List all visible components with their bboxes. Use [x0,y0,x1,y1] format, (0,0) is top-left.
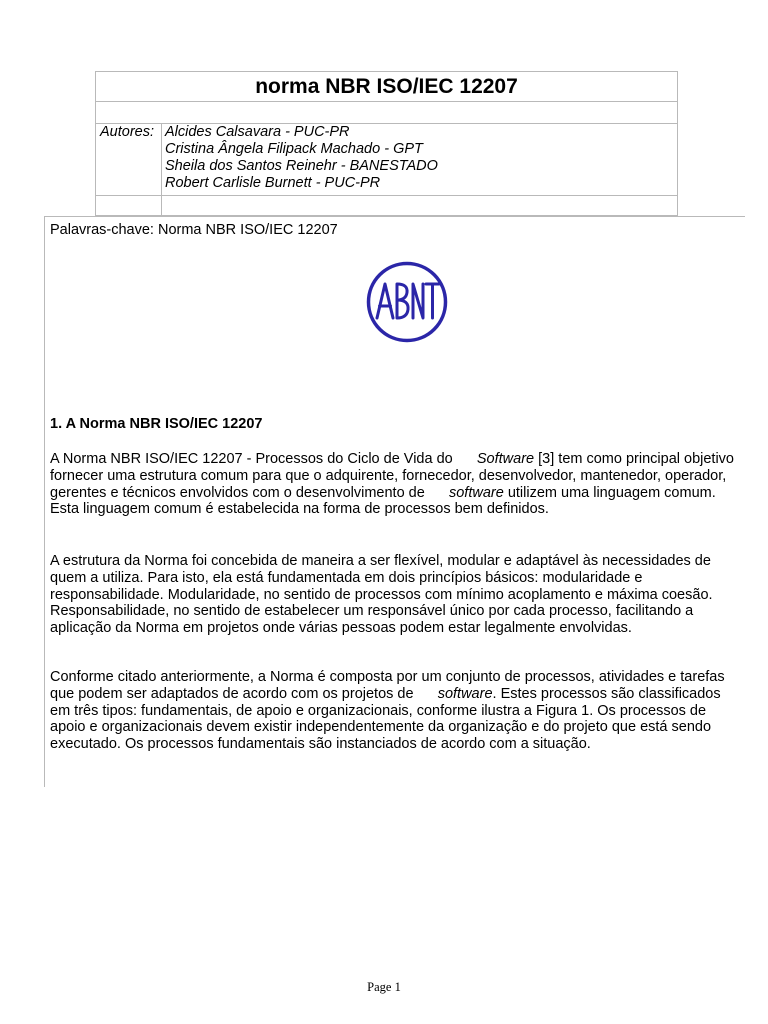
author-item: Sheila dos Santos Reinehr - BANESTADO [165,158,438,174]
page-number: Page 1 [367,980,401,994]
author-item: Robert Carlisle Burnett - PUC-PR [165,175,381,191]
paragraph: A Norma NBR ISO/IEC 12207 - Processos do Ciclo de Vida do Software [3] tem como principal objetivo fornecer uma estrutura comum para que o adquirente, fornecedor, desenvolvedor, mantenedor, operador, gerentes e técnicos envolvidos com o desenvolvimento de software utilizem uma linguagem comum. Esta linguagem comum é estabelecida na forma de processos bem definidos. [50,451,734,518]
section-heading: 1. A Norma NBR ISO/IEC 12207 [50,416,263,432]
authors-list [165,124,438,192]
empty-row [96,195,677,215]
abnt-logo-icon [365,260,449,344]
keywords: Palavras-chave: Norma NBR ISO/IEC 12207 [50,222,338,238]
paragraph: Conforme citado anteriormente, a Norma é composta por um conjunto de processos, atividades e tarefas que podem ser adaptados de acordo com os projetos de software. Estes processos são classificados em três tipos: fundamentais, de apoio e organizacionais, conforme ilustra a Figura 1. Os processos de apoio e organizacionais devem existir independentemente da organização e do projeto que está sendo executado. Os processos fundamentais são instanciados de acordo com a situação. [50,669,725,753]
authors-row [96,123,677,196]
author-item: Cristina Ângela Filipack Machado - GPT [165,141,423,157]
authors-label: Autores: [100,124,154,140]
empty-row [96,101,677,124]
column-divider [161,123,162,215]
header-table [95,71,678,216]
paragraph: A estrutura da Norma foi concebida de maneira a ser flexível, modular e adaptável às necessidades de quem a utiliza. Para isto, ela está fundamentada em dois princípios básicos: modularidade e responsabilidade. Modularidade, no sentido de processos com mínimo acoplamento e máxima coesão. Responsabilidade, no sentido de estabelecer um responsável único por cada processo, facilitando a aplicação da Norma em projetos onde várias pessoas podem estar legalmente envolvidas. [50,553,713,637]
author-item: Alcides Calsavara - PUC-PR [165,124,350,140]
document-title: norma NBR ISO/IEC 12207 [96,72,677,102]
